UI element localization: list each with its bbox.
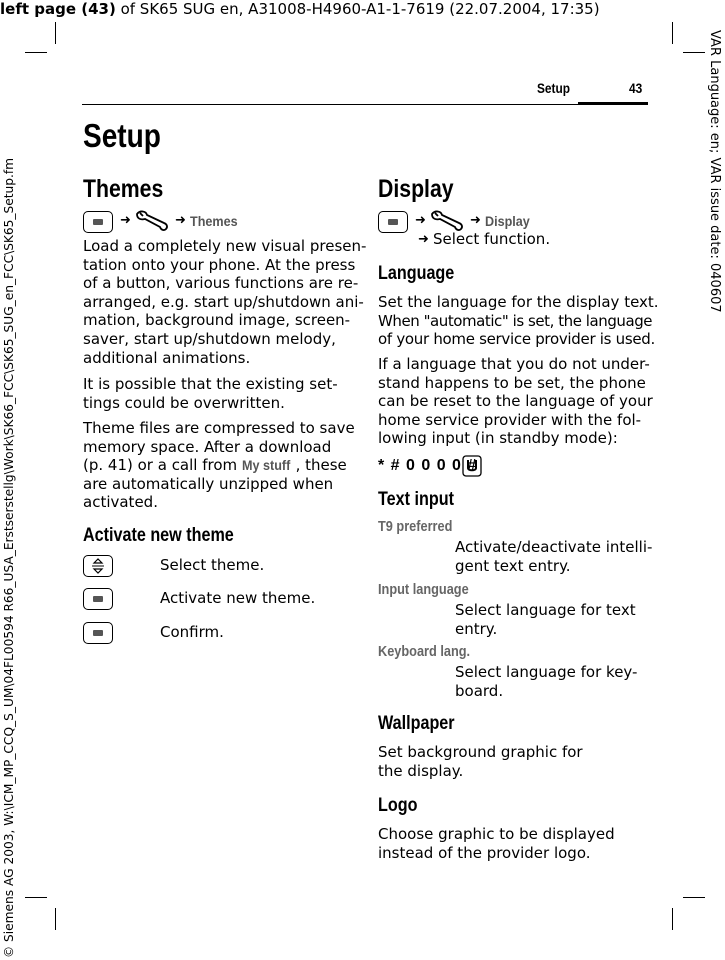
- arrow-right-icon: ➜: [470, 213, 481, 228]
- softkey-icon: [83, 622, 113, 644]
- wallpaper-text: Set background graphic for the display.: [378, 743, 583, 780]
- themes-paragraph-2: It is possible that the existing set- tings could be overwritten.: [83, 375, 338, 412]
- menu-path-themes: Themes: [190, 213, 238, 229]
- menu-ref-my-stuff: My stuff: [241, 457, 291, 474]
- arrow-right-icon: ➜: [120, 213, 131, 228]
- reset-key-sequence: * # 0 0 0 0 #: [378, 457, 478, 474]
- option-desc-t9: Activate/deactivate intelli- gent text entry.: [455, 538, 653, 575]
- option-desc-keyboard-lang: Select language for key- board.: [455, 663, 638, 700]
- page-number: 43: [629, 80, 643, 96]
- menu-path-display: Display: [485, 213, 530, 229]
- activate-theme-heading: Activate new theme: [83, 525, 234, 546]
- display-heading: Display: [378, 175, 454, 203]
- language-paragraph-1: Set the language for the display text. When "automatic" is set, the language of your home service provider is used.: [378, 293, 659, 349]
- logo-text: Choose graphic to be displayed instead of the provider logo.: [378, 825, 615, 862]
- wrench-icon: [134, 208, 170, 232]
- option-label-t9: T9 preferred: [378, 518, 453, 535]
- wrench-icon: [429, 208, 465, 232]
- document-info-line: left page (43) of SK65 SUG en, A31008-H4960-A1-1-7619 (22.07.2004, 17:35): [0, 0, 600, 18]
- step-text: Confirm.: [160, 623, 224, 641]
- crop-mark: [25, 52, 47, 53]
- option-label-input-language: Input language: [378, 581, 469, 598]
- step-text: Activate new theme.: [160, 589, 316, 607]
- softkey-icon: [83, 211, 113, 233]
- themes-paragraph-1: Load a completely new visual presen- tation onto your phone. At the press of a button, various functions are re- arranged, e.g. start up/shutdown ani- mation, background image, screen- saver, start up/shutdown melody, additional animations.: [83, 237, 367, 367]
- arrow-right-icon: ➜: [418, 232, 429, 247]
- softkey-icon: [83, 588, 113, 610]
- themes-paragraph-3: Theme files are compressed to save memory space. After a download (p. 41) or a call from My stuff , these are automatically unzipped when activated.: [83, 419, 355, 512]
- header-rule: [82, 104, 648, 105]
- crop-mark: [683, 897, 705, 898]
- crop-mark: [672, 22, 673, 44]
- softkey-icon: [378, 211, 408, 233]
- call-key-icon: [462, 455, 482, 477]
- crop-mark: [55, 908, 56, 930]
- select-function-text: Select function.: [433, 230, 551, 248]
- step-text: Select theme.: [160, 556, 265, 574]
- logo-heading: Logo: [378, 795, 418, 816]
- navigation-key-icon: [83, 555, 113, 577]
- arrow-right-icon: ➜: [415, 213, 426, 228]
- themes-heading: Themes: [83, 175, 164, 203]
- crop-mark: [672, 908, 673, 930]
- text-input-heading: Text input: [378, 489, 454, 510]
- option-desc-input-language: Select language for text entry.: [455, 601, 636, 638]
- language-paragraph-2: If a language that you do not under- stand happens to be set, the phone can be reset to the language of your home service provider with the fol- lowing input (in standby mode):: [378, 355, 653, 448]
- language-heading: Language: [378, 263, 455, 284]
- option-label-keyboard-lang: Keyboard lang.: [378, 643, 471, 660]
- running-title: Setup: [537, 80, 571, 96]
- header-rule-accent: [578, 102, 648, 105]
- wallpaper-heading: Wallpaper: [378, 713, 455, 734]
- crop-mark: [25, 897, 47, 898]
- crop-mark: [683, 52, 705, 53]
- arrow-right-icon: ➜: [175, 213, 186, 228]
- right-side-text: VAR Language: en; VAR issue date: 040607: [707, 30, 722, 313]
- crop-mark: [55, 22, 56, 44]
- page-title: Setup: [83, 117, 161, 154]
- left-side-text: © Siemens AG 2003, W:\ICM_MP_CCQ_S_UM\04FL00594 R66_USA_Erstserstellg\Work\SK66_FCC\SK65_SUG_en_FCC\SK65_Setup.fm: [2, 157, 16, 958]
